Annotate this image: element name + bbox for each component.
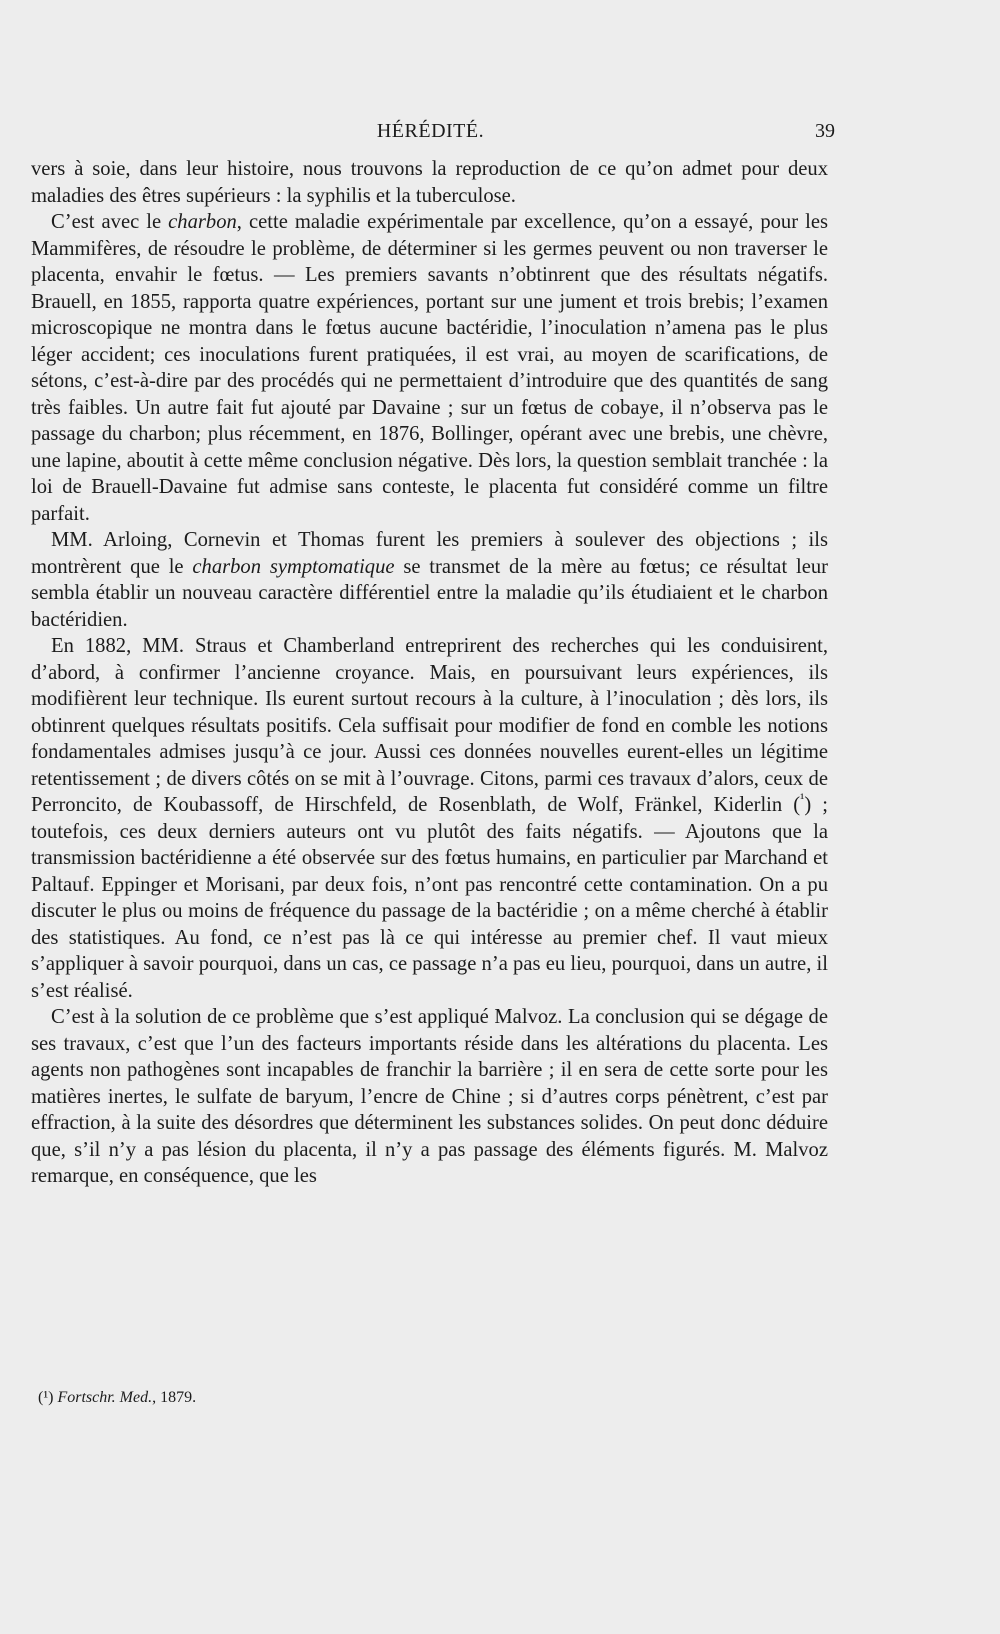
paragraph-text: , cette maladie expérimentale par excellence, qu’on a essayé, pour les Mammifères, de résoudre le problème, de déterminer si les germes peuvent ou non traverser le placenta, envahir le fœtus. — Les premiers savants n’obtinrent que des résultats négatifs. Brauell, en 1855, rapporta quatre expériences, portant sur une jument et trois brebis; l’examen microscopique ne montra dans le fœtus aucune bactéridie, l’inoculation n’amena pas le plus léger accident; ces inoculations furent pratiquées, il est vrai, au moyen de scarifications, de sétons, c’est-à-dire par des procédés qui ne permettaient d’introduire que des quantités de sang très faibles. Un autre fait fut ajouté par Davaine ; sur un fœtus de cobaye, il n’observa pas le passage du charbon; plus récemment, en 1876, Bollinger, opérant avec une brebis, une chèvre, une lapine, aboutit à cette même conclusion négative. Dès lors, la question semblait tranchée : la loi de Brauell-Davaine fut admise sans conteste, le placenta fut considéré comme un filtre parfait. (31, 211, 828, 525)
footnote-marker: (¹) (38, 1389, 54, 1406)
footnote-source: Fortschr. Med. (57, 1389, 153, 1406)
footnote (38, 1389, 196, 1407)
paragraph-text: MM. Arloing, Cornevin et Thomas furent les premiers à soulever des objections ; ils montrèrent que le (31, 529, 828, 578)
paragraph-text: se transmet de la mère au fœtus; ce résultat leur sembla établir un nouveau caractère différentiel entre la maladie qu’ils étudiaient et le charbon bactéridien. (31, 555, 828, 631)
page-number: 39 (815, 120, 835, 142)
italic-term: charbon (168, 211, 237, 233)
footnote-reference: ¹ (800, 792, 805, 808)
paragraph (31, 156, 828, 209)
paragraph-text: C’est avec le (51, 211, 169, 233)
paragraph-text: C’est à la solution de ce problème que s’est appliqué Malvoz. La conclusion qui se dégage de ses travaux, c’est que l’un des facteurs importants réside dans les altérations du placenta. Les agents non pathogènes sont incapables de franchir la barrière ; il en sera de cette sorte pour les matières inertes, le sulfate de baryum, l’encre de Chine ; si d’autres corps pénètrent, c’est par effraction, à la suite des désordres que déterminent les substances solides. On peut donc déduire que, s’il n’y a pas lésion du placenta, il n’y a pas passage des éléments figurés. M. Malvoz remarque, en conséquence, que les (31, 1006, 828, 1187)
paragraph-text: En 1882, MM. Straus et Chamberland entreprirent des recherches qui les conduisirent, d’abord, à confirmer l’ancienne croyance. Mais, en poursuivant leurs expériences, ils modifièrent leur technique. Ils eurent surtout recours à la culture, à l’inoculation ; dès lors, ils obtinrent quelques résultats positifs. Cela suffisait pour modifier de fond en comble les notions fondamentales admises jusqu’à ce jour. Aussi ces données nouvelles eurent-elles un légitime retentissement ; de divers côtés on se mit à l’ouvrage. Citons, parmi ces travaux d’alors, ceux de Perroncito, de Koubassoff, de Hirschfeld, de Rosenblath, de Wolf, Fränkel, Kiderlin ( (31, 635, 828, 816)
footnote-year: , 1879. (152, 1389, 197, 1406)
paragraph-text: ) ; toutefois, ces deux derniers auteurs ont vu plutôt des faits négatifs. — Ajoutons que la transmission bactéridienne a été observée sur des fœtus humains, en particulier par Marchand et Paltauf. Eppinger et Morisani, par deux fois, n’ont pas rencontré cette contamination. On a pu discuter le plus ou moins de fréquence du passage de la bactéridie ; on a même cherché à établir des statistiques. Au fond, ce n’est pas là ce qui intéresse au premier chef. Il vaut mieux s’appliquer à savoir pourquoi, dans un cas, ce passage n’a pas eu lieu, pourquoi, dans un autre, il s’est réalisé. (31, 794, 828, 1002)
body-text (31, 156, 828, 1190)
running-title: HÉRÉDITÉ. (376, 120, 485, 142)
paragraph (31, 1004, 828, 1190)
paragraph (31, 633, 828, 1004)
paragraph (31, 209, 828, 527)
paragraph (31, 527, 828, 633)
italic-term: charbon symptomatique (192, 555, 395, 578)
running-head (31, 120, 835, 148)
paragraph-text: vers à soie, dans leur histoire, nous trouvons la reproduction de ce qu’on admet pour deux maladies des êtres supérieurs : la syphilis et la tuberculose. (31, 158, 828, 207)
